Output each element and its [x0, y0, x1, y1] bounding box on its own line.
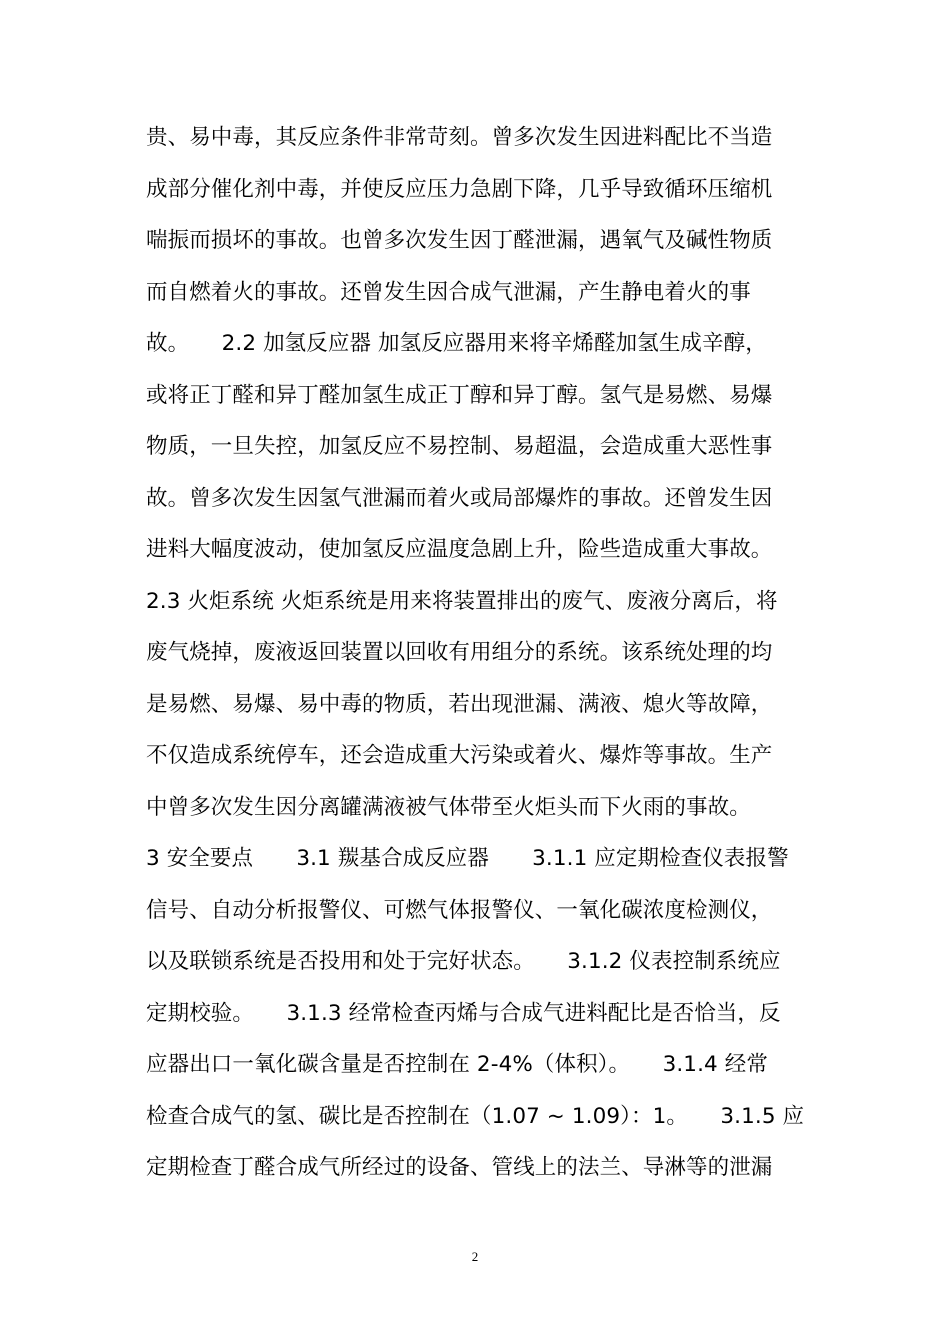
- body-text: [146, 112, 806, 1194]
- text-line: 以及联锁系统是否投用和处于完好状态。 3.1.2 仪表控制系统应: [146, 949, 781, 974]
- text-line: 故。曾多次发生因氢气泄漏而着火或局部爆炸的事故。还曾发生因: [146, 485, 773, 511]
- text-line: 不仅造成系统停车，还会造成重大污染或着火、爆炸等事故。生产: [146, 743, 773, 768]
- text-line: 或将正丁醛和异丁醛加氢生成正丁醇和异丁醇。氢气是易燃、易爆: [146, 382, 773, 408]
- text-line: 应器出口一氧化碳含量是否控制在 2-4%（体积）。 3.1.4 经常: [146, 1052, 768, 1077]
- text-line: 物质，一旦失控，加氢反应不易控制、易超温，会造成重大恶性事: [146, 434, 773, 459]
- text-line: 故。 2.2 加氢反应器 加氢反应器用来将辛烯醛加氢生成辛醇，: [146, 331, 767, 356]
- page-number: 2: [471, 1249, 479, 1264]
- text-line: 而自燃着火的事故。还曾发生因合成气泄漏，产生静电着火的事: [146, 279, 751, 305]
- text-line: 贵、易中毒，其反应条件非常苛刻。曾多次发生因进料配比不当造: [146, 125, 773, 150]
- text-line: 检查合成气的氢、碳比是否控制在（1.07 ~ 1.09）：1。 3.1.5 应: [146, 1103, 805, 1129]
- text-line: 信号、自动分析报警仪、可燃气体报警仪、一氧化碳浓度检测仪，: [146, 897, 773, 923]
- text-line: 成部分催化剂中毒，并使反应压力急剧下降，几乎导致循环压缩机: [146, 176, 773, 202]
- text-line: 中曾多次发生因分离罐满液被气体带至火炬头而下火雨的事故。: [146, 794, 751, 820]
- text-line: 定期检查丁醛合成气所经过的设备、管线上的法兰、导淋等的泄漏: [146, 1155, 773, 1180]
- text-line: 2.3 火炬系统 火炬系统是用来将装置排出的废气、废液分离后，将: [146, 588, 778, 614]
- text-line: 废气烧掉，废液返回装置以回收有用组分的系统。该系统处理的均: [146, 640, 773, 665]
- text-line: 进料大幅度波动，使加氢反应温度急剧上升，险些造成重大事故。: [146, 537, 773, 562]
- text-line: 喘振而损坏的事故。也曾多次发生因丁醛泄漏，遇氧气及碱性物质: [146, 228, 773, 253]
- text-line: 是易燃、易爆、易中毒的物质，若出现泄漏、满液、熄火等故障，: [146, 691, 773, 717]
- text-line: 定期校验。 3.1.3 经常检查丙烯与合成气进料配比是否恰当，反: [146, 1000, 781, 1026]
- text-line: 3 安全要点 3.1 羰基合成反应器 3.1.1 应定期检查仪表报警: [146, 846, 789, 871]
